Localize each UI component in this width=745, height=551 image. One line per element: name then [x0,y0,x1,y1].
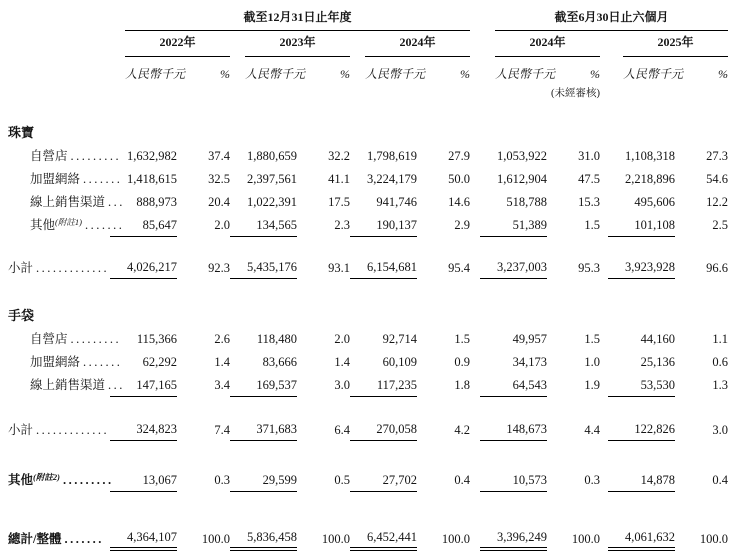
percent-cell: 2.0 [214,218,230,232]
year-header-row [0,31,745,57]
row-label-text: 其他 [8,473,34,487]
amount-cell: 4,026,217 [110,253,177,279]
gap-cell [470,347,480,370]
amount-cell: 3,923,928 [608,253,675,279]
percent-label: % [220,67,230,81]
dot-leader: ....... [83,355,123,369]
gap-cell [600,210,608,236]
amount-cell: 4,364,107 [110,522,177,549]
amount-cell: 117,235 [350,370,417,396]
percent-cell: 92.3 [208,260,230,275]
percent-label: % [460,67,471,81]
margin-cell [728,82,745,100]
annual-period-title: 截至12月31日止年度 [125,8,470,31]
row-label [0,141,122,164]
revenue-breakdown-table [0,5,745,551]
row-label [0,347,123,370]
percent-cell: 100.0 [201,531,230,546]
dot-leader: ......... [62,473,114,487]
dot-leader: ... [108,378,125,392]
unit-header-2025-interim [608,57,728,82]
row-note-superscript: (附註1) [55,217,82,227]
percent-cell: 1.9 [584,378,601,392]
amount-cell: 169,537 [230,370,297,396]
gap-cell [600,347,608,370]
percent-label: % [718,67,729,81]
margin-cell [728,31,745,57]
row-jewelry-online [0,187,745,210]
row-label [0,164,123,187]
row-label-text: 總計/整體 [8,531,62,546]
amount-cell: 2,218,896 [625,172,676,186]
row-jewelry-self-operated [0,141,745,164]
unit-header-2023 [230,57,350,82]
year-header-2023: 2023年 [230,31,350,57]
amount-cell: 29,599 [230,465,297,491]
amount-cell: 324,823 [110,415,177,441]
margin-cell [728,187,745,210]
percent-cell: 0.9 [454,355,471,369]
dot-leader: ....... [83,172,123,186]
percent-cell: 2.9 [454,218,471,232]
amount-cell: 10,573 [480,465,547,491]
amount-cell: 14,878 [608,465,675,491]
percent-cell: 1.3 [712,378,729,392]
percent-cell: 95.4 [448,260,471,275]
spacer-cell [0,279,745,302]
period-header-row [0,5,745,31]
row-label [0,370,125,396]
amount-cell: 4,061,632 [608,522,675,549]
amount-cell: 1,880,659 [247,149,297,163]
percent-cell: 7.4 [214,422,230,437]
year-header-2024: 2024年 [350,31,470,57]
row-label-text: 加盟網絡 [30,172,81,186]
corner-cell [0,57,110,82]
spacer-row [0,396,745,415]
amount-cell: 1,108,318 [625,149,676,163]
amount-cell: 2,397,561 [247,172,297,186]
margin-cell [728,415,745,441]
percent-cell: 2.5 [712,218,729,232]
amount-cell: 888,973 [136,195,177,209]
amount-cell: 5,435,176 [230,253,297,279]
percent-cell: 4.2 [454,422,471,437]
percent-cell: 47.5 [578,172,601,186]
amount-cell: 3,224,179 [367,172,417,186]
amount-cell: 83,666 [262,355,297,369]
corner-cell [0,5,110,31]
row-label-text: 線上銷售渠道 [30,378,106,392]
row-label-text: 小計 [8,260,34,275]
percent-label: % [590,67,601,81]
spacer-row [0,100,745,118]
row-label-text: 自營店 [30,332,68,346]
margin-cell [728,164,745,187]
dot-leader: ............. [36,422,110,437]
amount-cell: 518,788 [506,195,548,209]
percent-cell: 1.4 [214,355,230,369]
unit-label: 人民幣千元 [623,67,684,81]
margin-cell [728,522,745,549]
percent-cell: 1.0 [584,355,601,369]
amount-cell: 34,173 [512,355,548,369]
percent-cell: 27.9 [448,149,471,163]
row-handbag-self-operated [0,324,745,347]
margin-cell [728,347,745,370]
amount-cell: 1,053,922 [497,149,548,163]
amount-cell: 122,826 [608,415,675,441]
percent-cell: 1.5 [584,218,601,232]
percent-cell: 0.3 [214,473,230,487]
unit-header-2024 [350,57,470,82]
margin-cell [728,465,745,491]
percent-cell: 100.0 [441,531,471,546]
amount-cell: 3,237,003 [480,253,547,279]
percent-cell: 32.2 [328,149,350,163]
interim-period-header [480,5,728,31]
gap-cell [470,57,480,82]
gap-cell [600,522,608,549]
row-handbag-subtotal [0,415,745,441]
percent-cell: 12.2 [706,195,729,209]
margin-cell [728,324,745,347]
row-jewelry-subtotal [0,253,745,279]
amount-cell: 51,389 [480,210,547,236]
margin-cell [728,5,745,31]
amount-cell: 3,396,249 [480,522,547,549]
percent-cell: 27.3 [706,149,729,163]
amount-cell: 64,543 [480,370,547,396]
amount-cell: 1,418,615 [127,172,177,186]
row-label [0,187,125,210]
percent-cell: 3.0 [334,378,350,392]
amount-cell: 270,058 [350,415,417,441]
row-total [0,522,745,549]
row-jewelry-others [0,210,745,236]
gap-cell [470,415,480,441]
section-row [0,118,745,141]
percent-cell: 0.4 [712,473,729,487]
gap-cell [600,253,608,279]
row-label [0,415,110,441]
percent-cell: 93.1 [328,260,350,275]
dot-leader: ......... [70,332,122,346]
gap-cell [470,5,480,31]
table-body [0,100,745,549]
percent-cell: 0.3 [584,473,601,487]
row-handbag-online [0,370,745,396]
unit-label: 人民幣千元 [245,67,306,81]
amount-cell: 1,612,904 [497,172,548,186]
section-label: 珠寶 [8,125,35,140]
spacer-cell [0,441,745,466]
percent-cell: 17.5 [328,195,350,209]
year-header-2022: 2022年 [110,31,230,57]
year-header-2024-interim: 2024年 [480,31,600,57]
gap-cell [600,82,608,100]
amount-cell: 92,714 [382,332,417,346]
unit-header-2022 [110,57,230,82]
row-others [0,465,745,491]
annual-period-header [110,5,470,31]
row-label-text: 加盟網絡 [30,355,81,369]
margin-cell [728,370,745,396]
dot-leader: ....... [64,531,104,546]
gap-cell [470,370,480,396]
gap-cell [470,31,480,57]
amount-cell: 101,108 [608,210,675,236]
percent-cell: 100.0 [321,531,350,546]
percent-cell: 1.1 [712,332,729,346]
amount-cell: 85,647 [110,210,177,236]
amount-cell: 118,480 [256,332,297,346]
row-note-superscript: (附註2) [33,472,60,482]
amount-cell: 25,136 [640,355,676,369]
interim-period-title: 截至6月30日止六個月 [495,8,728,31]
percent-label: % [340,67,350,81]
percent-cell: 0.5 [334,473,350,487]
percent-cell: 32.5 [208,172,230,186]
margin-cell [728,57,745,82]
spacer-row [0,236,745,253]
gap-cell [600,164,608,187]
spacer-cell [0,236,745,253]
percent-cell: 96.6 [706,260,729,275]
amount-cell: 134,565 [230,210,297,236]
gap-cell [600,370,608,396]
gap-cell [470,82,480,100]
empty-cell [350,82,470,100]
percent-cell: 0.4 [454,473,471,487]
amount-cell: 1,798,619 [367,149,417,163]
percent-cell: 6.4 [334,422,350,437]
unaudited-row [0,82,745,100]
margin-cell [728,253,745,279]
amount-cell: 148,673 [480,415,547,441]
gap-cell [470,465,480,491]
amount-cell: 6,452,441 [350,522,417,549]
percent-cell: 100.0 [571,531,601,546]
gap-cell [600,31,608,57]
percent-cell: 2.3 [334,218,350,232]
margin-cell [728,141,745,164]
percent-cell: 3.4 [214,378,230,392]
gap-cell [470,187,480,210]
amount-cell: 49,957 [512,332,548,346]
gap-cell [600,465,608,491]
spacer-cell [0,100,745,118]
amount-cell: 60,109 [382,355,417,369]
gap-cell [470,253,480,279]
percent-cell: 1.8 [454,378,471,392]
unit-label: 人民幣千元 [125,67,186,81]
percent-cell: 31.0 [578,149,601,163]
percent-cell: 1.4 [334,355,350,369]
percent-cell: 3.0 [712,422,729,437]
amount-cell: 6,154,681 [350,253,417,279]
percent-cell: 4.4 [584,422,601,437]
percent-cell: 1.5 [584,332,601,346]
gap-cell [600,415,608,441]
gap-cell [470,210,480,236]
percent-cell: 0.6 [712,355,729,369]
row-label-text: 自營店 [30,149,68,163]
row-label [0,465,114,491]
percent-cell: 1.5 [454,332,471,346]
amount-cell: 371,683 [230,415,297,441]
row-label [0,253,110,279]
percent-cell: 2.0 [334,332,350,346]
amount-cell: 27,702 [350,465,417,491]
percent-cell: 15.3 [578,195,601,209]
unit-header-2024-interim [480,57,600,82]
row-label-text: 小計 [8,422,34,437]
row-jewelry-franchise [0,164,745,187]
row-label [0,522,110,549]
amount-cell: 1,632,982 [127,149,177,163]
section-label: 手袋 [8,308,35,323]
gap-cell [470,522,480,549]
amount-cell: 62,292 [142,355,177,369]
percent-cell: 37.4 [208,149,230,163]
amount-cell: 1,022,391 [247,195,297,209]
dot-leader: ............. [36,260,110,275]
amount-cell: 5,836,458 [230,522,297,549]
unit-label: 人民幣千元 [365,67,426,81]
empty-cell [608,82,728,100]
dot-leader: ......... [70,149,122,163]
margin-cell [728,210,745,236]
amount-cell: 44,160 [640,332,676,346]
percent-cell: 100.0 [699,531,729,546]
gap-cell [470,164,480,187]
amount-cell: 115,366 [136,332,177,346]
unit-label: 人民幣千元 [495,67,556,81]
percent-cell: 95.3 [578,260,601,275]
gap-cell [600,57,608,82]
spacer-row [0,441,745,466]
year-header-2025-interim: 2025年 [608,31,728,57]
spacer-row [0,491,745,522]
spacer-cell [0,396,745,415]
amount-cell: 495,606 [634,195,676,209]
amount-cell: 941,746 [376,195,417,209]
row-label-text: 其他 [30,218,56,232]
corner-cell [0,31,110,57]
gap-cell [600,187,608,210]
amount-cell: 53,530 [608,370,675,396]
row-label [0,210,125,236]
dot-leader: ... [108,195,125,209]
unaudited-note: (未經審核) [551,88,601,99]
percent-cell: 41.1 [328,172,350,186]
row-handbag-franchise [0,347,745,370]
spacer-cell [0,491,745,522]
section-row [0,301,745,324]
unit-header-row [0,57,745,82]
gap-cell [470,141,480,164]
gap-cell [600,141,608,164]
empty-cell [230,82,350,100]
spacer-row [0,279,745,302]
gap-cell [600,324,608,347]
amount-cell: 13,067 [110,465,177,491]
percent-cell: 2.6 [214,332,230,346]
corner-cell [0,82,110,100]
gap-cell [470,324,480,347]
dot-leader: ....... [84,218,125,232]
amount-cell: 147,165 [110,370,177,396]
percent-cell: 14.6 [448,195,471,209]
amount-cell: 190,137 [350,210,417,236]
percent-cell: 20.4 [208,195,230,209]
empty-cell [110,82,230,100]
row-label [0,324,122,347]
row-label-text: 線上銷售渠道 [30,195,106,209]
percent-cell: 50.0 [448,172,471,186]
percent-cell: 54.6 [706,172,729,186]
